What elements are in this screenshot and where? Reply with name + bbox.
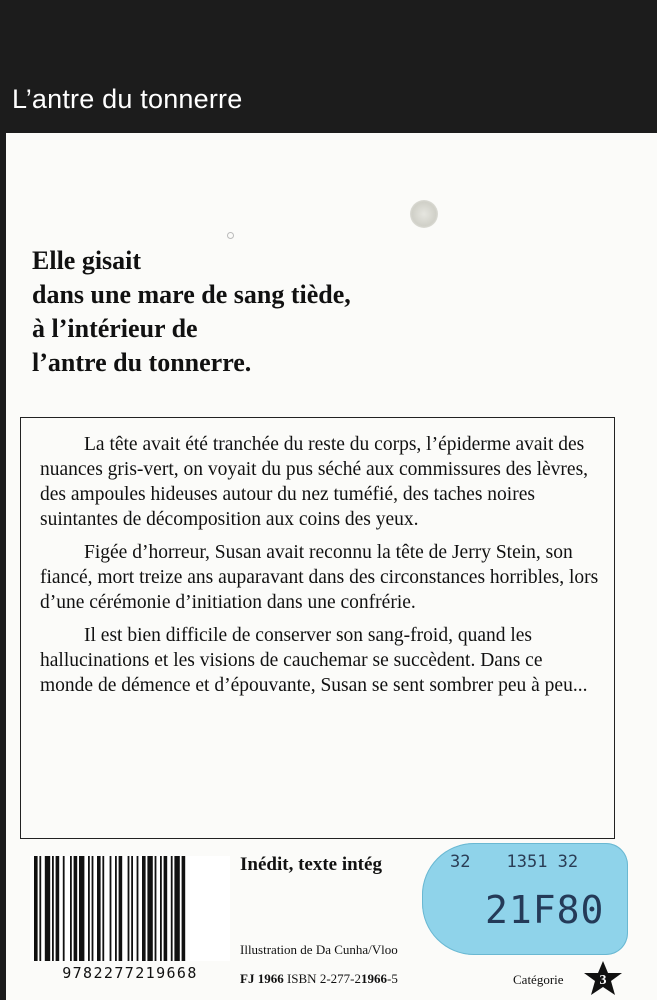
illustration-credit: Illustration de Da Cunha/Vloo bbox=[240, 942, 398, 957]
headline-line: à l’intérieur de bbox=[32, 314, 198, 343]
headline-line: l’antre du tonnerre. bbox=[32, 348, 252, 377]
barcode-digits: 9782277219668 bbox=[62, 964, 198, 982]
price-value: 21F80 bbox=[485, 888, 605, 932]
blurb-paragraph: Figée d’horreur, Susan avait reconnu la tête de Jerry Stein, son fiancé, mort treize ans auparavant dans des circonstances horribles, lors d’une cérémonie d’initiation dans une confrérie. bbox=[40, 542, 599, 613]
blurb-text bbox=[40, 432, 600, 706]
category-number: 3 bbox=[599, 973, 607, 988]
category-star-icon bbox=[583, 960, 623, 996]
barcode bbox=[30, 856, 230, 961]
cover-mark bbox=[227, 232, 234, 239]
cover-edge bbox=[0, 133, 6, 1000]
book-title: L’antre du tonnerre bbox=[12, 84, 243, 114]
edition-note: Inédit, texte intég bbox=[240, 854, 382, 875]
price-code-right: 1351 32 bbox=[506, 852, 579, 872]
blurb-paragraph: La tête avait été tranchée du reste du corps, l’épiderme avait des nuances gris-vert, on voyait du pus séché aux commissures des lèvres, des ampoules hideuses autour du nez tuméfié, des taches noires suintantes de décomposition aux coins des yeux. bbox=[40, 434, 589, 530]
price-code-left: 32 bbox=[450, 852, 471, 872]
series-code: FJ 1966 bbox=[240, 971, 284, 986]
isbn-bold: 1966 bbox=[360, 971, 387, 986]
price-codes bbox=[450, 852, 614, 872]
headline-line: Elle gisait bbox=[32, 246, 142, 275]
cover-stain bbox=[410, 200, 438, 228]
isbn-suffix: -5 bbox=[386, 971, 398, 986]
headline-line: dans une mare de sang tiède, bbox=[32, 280, 351, 309]
isbn-label: ISBN 2-277-2 bbox=[286, 971, 361, 986]
isbn-line bbox=[240, 971, 398, 987]
headline bbox=[32, 244, 592, 380]
category-label: Catégorie bbox=[513, 972, 564, 987]
blurb-paragraph: Il est bien difficile de conserver son sang-froid, quand les hallucinations et les visions de cauchemar se succèdent. Dans ce monde de démence et d’épouvante, Susan se sent sombrer peu à peu... bbox=[40, 625, 588, 696]
